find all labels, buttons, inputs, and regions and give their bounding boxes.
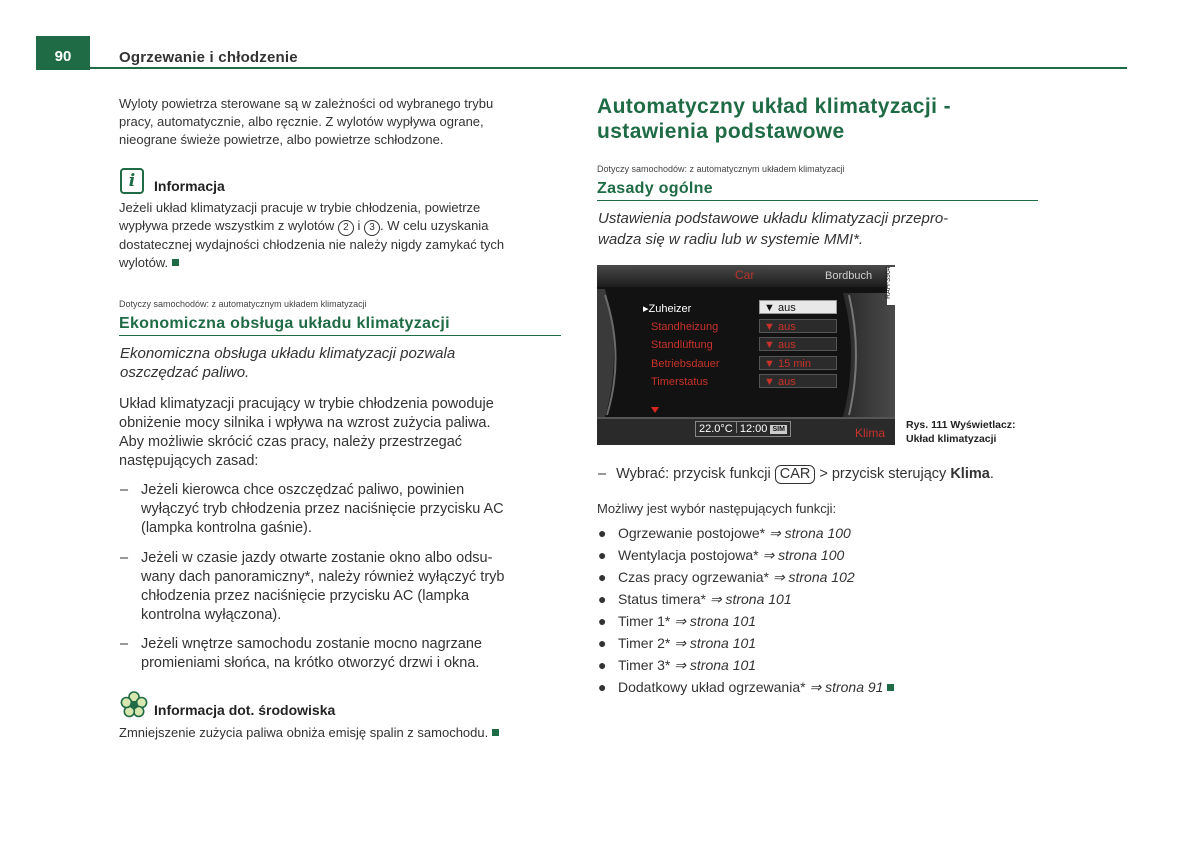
- item-reference: ⇒ strona 101: [674, 635, 757, 651]
- subsection-title: Zasady ogólne: [597, 180, 713, 197]
- body-line: Aby możliwie skrócić czas pracy, należy przestrzegać: [119, 434, 463, 450]
- mmi-status-bar: [695, 421, 791, 437]
- intro-line: Wyloty powietrza sterowane są w zależności od wybranego trybu: [119, 96, 494, 111]
- possible-functions-text: Możliwy jest wybór następujących funkcji:: [597, 501, 837, 516]
- instruction-text: Wybrać: przycisk funkcji: [616, 466, 771, 482]
- mmi-row-value-text: aus: [777, 376, 796, 388]
- body-line: Układ klimatyzacji pracujący w trybie chłodzenia powoduje: [119, 396, 494, 412]
- right-lead: [598, 208, 948, 250]
- mmi-time: 12:00: [739, 423, 768, 435]
- mmi-row-value: ▼ aus: [759, 374, 837, 388]
- instruction-end: .: [989, 466, 994, 482]
- env-text-content: Zmniejszenie zużycia paliwa obniża emisję spalin z samochodu.: [119, 725, 489, 740]
- mmi-temperature: 22.0°C: [699, 423, 733, 435]
- item-text: Timer 1*: [618, 613, 671, 629]
- bullet-marker: ●: [598, 613, 607, 629]
- environment-flower-icon: [120, 691, 148, 719]
- item-reference: ⇒ strona 100: [762, 547, 845, 563]
- list-line: Jeżeli wnętrze samochodu zostanie mocno nagrzane: [141, 636, 482, 652]
- right-lead-line: Ustawienia podstawowe układu klimatyzacji przepro-: [598, 210, 949, 227]
- intro-paragraph: [119, 95, 569, 149]
- applies-note: Dotyczy samochodów: z automatycznym układem klimatyzacji: [597, 164, 845, 174]
- intro-line: nieograne świeże powietrze, albo powietrze schłodzone.: [119, 132, 444, 147]
- list-line: promieniami słońca, na krótko otworzyć drzwi i okna.: [141, 655, 480, 671]
- subsection-rule: [597, 200, 1038, 201]
- info-line: dostatecznej wydajności chłodzenia nie należy nigdy zamykać tych: [119, 237, 505, 252]
- main-title-line: Automatyczny układ klimatyzacji -: [597, 95, 951, 118]
- section-title: Ekonomiczna obsługa układu klimatyzacji: [119, 315, 450, 332]
- info-line: [119, 254, 569, 272]
- lead-line: oszczędzać paliwo.: [120, 364, 250, 381]
- list-line: wany dach panoramiczny*, należy również wyłączyć tryb: [141, 569, 505, 585]
- dash-marker: –: [120, 482, 129, 498]
- dash-marker: –: [120, 636, 129, 652]
- mmi-row-value-selected: ▼ aus: [759, 300, 837, 314]
- item-text: Timer 2*: [618, 635, 671, 651]
- right-lead-line: wadza się w radiu lub w systemie MMI*.: [598, 231, 864, 248]
- mmi-row-value-text: aus: [777, 302, 796, 314]
- section-rule: [119, 335, 561, 336]
- item-reference: ⇒ strona 100: [768, 525, 851, 541]
- main-title: [597, 94, 951, 144]
- mmi-row-value-text: 15 min: [777, 358, 811, 370]
- header-rule: [90, 67, 1127, 69]
- info-icon: i: [120, 168, 144, 194]
- info-paragraph: [119, 199, 569, 272]
- mmi-row-label: Standlüftung: [651, 339, 713, 351]
- mmi-row-value: ▼ 15 min: [759, 356, 837, 370]
- mmi-display-image: [597, 265, 895, 445]
- mmi-row-label-zuheizer: [643, 302, 691, 315]
- bullet-marker: ●: [598, 569, 607, 585]
- info-text: . W celu uzyskania: [380, 218, 489, 233]
- bullet-marker: ●: [598, 679, 607, 695]
- list-line: kontrolna wyłączona).: [141, 607, 282, 623]
- info-text: wylotów.: [119, 255, 169, 270]
- env-title: Informacja dot. środowiska: [154, 702, 336, 718]
- mmi-row-label: Standheizung: [651, 321, 719, 333]
- info-text: wypływa przede wszystkim z wylotów: [119, 218, 335, 233]
- list-line: Jeżeli kierowca chce oszczędzać paliwo, powinien: [141, 482, 465, 498]
- bullet-marker: ●: [598, 525, 607, 541]
- end-mark: [492, 729, 499, 736]
- item-reference: ⇒ strona 91: [809, 679, 884, 695]
- mmi-row-value-text: aus: [777, 321, 796, 333]
- dash-marker: –: [120, 550, 129, 566]
- item-text: Timer 3*: [618, 657, 671, 673]
- mmi-row-value: ▼ aus: [759, 319, 837, 333]
- info-line: Jeżeli układ klimatyzacji pracuje w trybie chłodzenia, powietrze: [119, 200, 481, 215]
- mmi-row-label: Betriebsdauer: [651, 358, 720, 370]
- mmi-side-code: RAH-3964: [885, 266, 892, 299]
- figure-caption: [906, 418, 1016, 446]
- dash-marker: –: [598, 466, 607, 482]
- info-title: Informacja: [154, 178, 225, 194]
- item-reference: ⇒ strona 102: [772, 569, 855, 585]
- lead-paragraph: [120, 344, 455, 382]
- applies-note: Dotyczy samochodów: z automatycznym układem klimatyzacji: [119, 299, 367, 309]
- item-text: Dodatkowy układ ogrzewania*: [618, 679, 806, 695]
- item-reference: ⇒ strona 101: [674, 657, 757, 673]
- instruction-line: [598, 465, 994, 484]
- body-line: następujących zasad:: [119, 453, 259, 469]
- main-title-line: ustawienia podstawowe: [597, 120, 845, 143]
- bullet-marker: ●: [598, 547, 607, 563]
- page-number: 90: [36, 36, 90, 70]
- outlet-2-marker: 2: [338, 220, 354, 236]
- mmi-row-label-text: Zuheizer: [648, 303, 692, 315]
- bullet-marker: ●: [598, 635, 607, 651]
- body-paragraph: [119, 395, 494, 471]
- intro-line: pracy, automatycznie, albo ręcznie. Z wylotów wypływa ograne,: [119, 114, 484, 129]
- bullet-marker: ●: [598, 657, 607, 673]
- item-text: Czas pracy ogrzewania*: [618, 569, 769, 585]
- bullet-marker: ●: [598, 591, 607, 607]
- item-text: Wentylacja postojowa*: [618, 547, 759, 563]
- figure-caption-line: Rys. 111 Wyświetlacz:: [906, 419, 1016, 431]
- list-line: Jeżeli w czasie jazdy otwarte zostanie okno albo odsu-: [141, 550, 493, 566]
- info-text: i: [357, 218, 361, 233]
- mmi-status-divider: [736, 422, 737, 433]
- list-line: wyłączyć tryb chłodzenia przez naciśnięcie przycisku AC: [141, 501, 504, 517]
- list-line: (lampka kontrolna gaśnie).: [141, 520, 312, 536]
- item-text: Status timera*: [618, 591, 706, 607]
- end-mark: [172, 259, 179, 266]
- mmi-display-frame: [597, 265, 895, 445]
- body-line: obniżenie mocy silnika i wpływa na wzrost zużycia paliwa.: [119, 415, 491, 431]
- info-line: [119, 217, 569, 236]
- figure-caption-line: Układ klimatyzacji: [906, 433, 997, 445]
- instruction-bold: Klima: [950, 466, 990, 482]
- mmi-row-arrow-icon: ▸: [643, 303, 649, 315]
- env-text: [119, 724, 499, 742]
- instruction-text: > przycisk sterujący: [819, 466, 947, 482]
- item-reference: ⇒ strona 101: [709, 591, 792, 607]
- outlet-3-marker: 3: [364, 220, 380, 236]
- item-text: Ogrzewanie postojowe*: [618, 525, 766, 541]
- end-mark: [887, 684, 894, 691]
- mmi-klima-label: Klima: [855, 426, 886, 440]
- mmi-row-value: ▼ aus: [759, 337, 837, 351]
- list-line: chłodzenia przez naciśnięcie przycisku AC (lampka: [141, 588, 470, 604]
- mmi-row-value-text: aus: [777, 339, 796, 351]
- lead-line: Ekonomiczna obsługa układu klimatyzacji pozwala: [120, 345, 456, 362]
- car-button-symbol: CAR: [775, 465, 816, 484]
- mmi-sim-badge: SIM: [772, 426, 785, 433]
- mmi-row-label: Timerstatus: [651, 376, 709, 388]
- item-reference: ⇒ strona 101: [674, 613, 757, 629]
- page-header-title: Ogrzewanie i chłodzenie: [119, 49, 298, 66]
- mmi-tab-bordbuch: Bordbuch: [825, 270, 873, 282]
- mmi-tab-car: Car: [735, 268, 755, 282]
